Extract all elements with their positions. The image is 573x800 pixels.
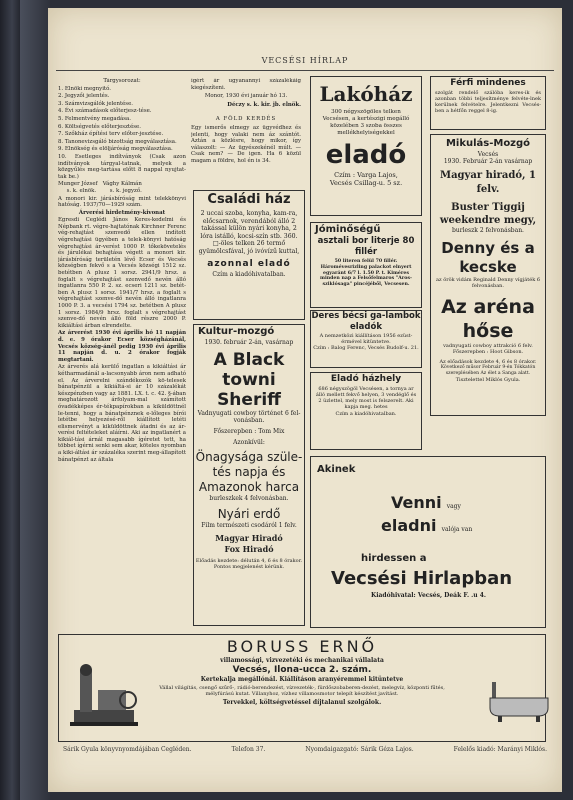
article-sign: Déczy s. k. kir. jb. elnök. [227, 101, 301, 108]
auction-text: Egresdi Ceglédi János Keres-kedelmi és Népbank rt. végre-hajtatónak Kirchner Ferenc vég-rehajtást szenvedő ellen indított végrehajtási ügyében a telek-könyvi hatóság végrehajtási ár-verést 1000 P. tőkekövetelés és járulékai behajtása végett a monori kir. járásbíróság területén lévő Ecser és Vecsés községben fekvő s a Vecsés községi 1512 sz. betétben A plusz 1 sorsz. 2941/9 hrsz. a foglalt s végrehajtást szenvedő nevén álló ingatlanra 550 P. 2. sz. ecseri 1211 sz. betét-ben A plusz 1 sorsz. 1941/7 hrsz. a foglalt s végrehajtást szenve-dő nevén álló ingatlanra 1000 P. 3. a vecsési 1794 sz. betétben A plusz 1 sorsz. 1984/9 hrsz. foglalt s végrehajtást szenve-dő nevén álló föld részre 2000 P. kikiáltási árban elrendelte. [58, 217, 186, 329]
film-title: Az aréna hőse [441, 295, 535, 342]
ad-line: Akinek [317, 464, 356, 475]
ad-text: szolgát rendelő szálóba keres-ik és azonban többi teljesítménye felvéte-lnek kerülnek felvételre. Jelentkezni Vecsés-ben a hétfőn reggel 8-ig. [435, 90, 541, 114]
ad-big: azonnal eladó [207, 258, 291, 269]
ad-address: Czím a kiadóhivatalban. [212, 270, 286, 278]
agenda-item: 4. Évi számadások előterjesz-tése. [58, 108, 152, 115]
ad-title: Családi ház [207, 192, 291, 207]
agenda-item: 9. Elnökség és elöljáróság megválasztása. [58, 146, 173, 153]
ad-title: Jóminőségű [315, 224, 381, 235]
film-desc: az örök vidám Reginald Denny vígjáték 6 felvonásban. [435, 276, 541, 289]
ad-line: hirdessen a [361, 553, 427, 564]
footer-phone: Telefon 37. [231, 746, 266, 753]
film-desc: vadnyugati cowboy attrakció 6 felv. Főszerepben : Hoot Gibson. [443, 342, 533, 355]
ad-title: Lakóház [319, 82, 413, 106]
ad-hirdessen [310, 456, 546, 628]
film-desc: Film természeti csodáról 1 felv. [201, 522, 297, 530]
ad-lakohaz [310, 76, 422, 216]
agenda-title: Tárgysorozat: [103, 78, 141, 84]
ad-kultur-mozgo [193, 324, 305, 626]
ad-next: Következő műsor Február 9-én Tókkatón szereplésében Az élet a Sanga alatt. [440, 364, 536, 376]
ad-title: Deres bécsi ga-lambok eladók [311, 311, 421, 332]
ad-times: Előadás kezdete: délután 4, 6 és 8 órakor. [195, 558, 303, 565]
ad-address: Vecsés, Ilona-ucca 2. szám. [232, 665, 372, 676]
ad-line: vagy [446, 503, 461, 510]
ad-city: Vecsés [477, 151, 499, 158]
agenda-item: 3. Számvizsgálók jelentése. [58, 100, 133, 107]
footer-publisher: Felelős kiadó: Marányi Miklós. [453, 746, 547, 753]
film-title: A Black towni Sheriff [213, 350, 285, 411]
film-title: Denny és a kecske [441, 238, 535, 276]
ad-mikulas-mozgo [430, 134, 546, 416]
agenda-item: 8. Tanonevizsgáló bizottság megválasztása. [58, 138, 177, 145]
agenda-item: 10. Esetleges indítványok (Csak azon indítványok tárgyal-tatnak, melyek a közgyűlés meg-tartása előtt 8 nappal nyujtat-tak be.) [58, 153, 186, 180]
footer-director: Nyomdaigazgató: Sárik Géza Lajos. [305, 746, 414, 753]
page-footer [63, 746, 547, 753]
ad-line: eladni [381, 516, 437, 535]
ad-date: 1930. február 2-án, vasárnap [204, 339, 294, 346]
ad-row [311, 512, 545, 535]
film-title: Magyar hiradó, 1 felv. [440, 170, 536, 196]
ad-address: Czím : Balog Ferenc, Vecsés Budolf-u. 21. [313, 345, 419, 351]
film-title: Buster Tiggij weekendre megy, [439, 202, 537, 227]
film-then: Azonkívül: [233, 438, 265, 446]
film-desc: burleszkek 4 felvonásban. [209, 495, 289, 503]
ad-csaladi-haz [193, 190, 305, 320]
ad-line: Vecsési Hirlapban [331, 568, 513, 589]
ad-text: A nemzetközi kiállításon 1956 ezüst-érmével kitüntetve. [319, 333, 413, 345]
ad-address: Czím : Varga Lajos, Vecsés Csillag-u. 5 sz. [329, 171, 403, 187]
ad-line: Kiadóhivatal: Vecsés, Deák F. .u 4. [371, 592, 486, 599]
auction-date: Az árverést 1930 évi április hó 11 napján d. e. 9 órakor Ecser községházánál, Vecsés község-ánél pedig 1930 évi április 11 napján d. u. 2 órakor fogják megtartani. [58, 330, 186, 363]
ad-ferfi-mindenes [430, 76, 546, 130]
ad-sub: asztali bor literje 80 fillér [317, 236, 415, 257]
ad-sign: Tisztelettel Miklós Gyula. [455, 376, 521, 383]
engine-illustration [66, 660, 141, 735]
section-title: A FÖLD KERDÉS [215, 116, 277, 123]
ad-text: 686 négyszögöl Vecsésen, a tornya ar álló mellett fekvő helyen, 3 vendéglő és 2 üzlettel, mely most is felszerelt. Aki kapja meg. hetes [315, 386, 417, 410]
newsreel: Magyar Hiradó [215, 533, 283, 544]
ad-sub: villamossági, vizvezetéki és mechanikai vállalata [220, 657, 384, 664]
book-binding [20, 0, 50, 800]
ad-bottom: Tervekkel, költségvetéssel díjtalanul szolgálok. [222, 699, 382, 707]
article-date: Monor, 1930 évi január hó 13. [204, 93, 288, 100]
ad-line: Venni [391, 493, 442, 512]
film-desc: Vadnyugati cowboy történet 6 fel-vonásban. [197, 410, 301, 425]
film-title: Nyári erdő [217, 507, 281, 522]
ad-big: eladó [325, 140, 407, 170]
ad-title: BORUSS ERNŐ [226, 637, 378, 656]
ad-line: valója van [441, 526, 473, 533]
agenda-item: 6. Költségvetés előterjesztése. [58, 123, 141, 130]
auction-more: Az árverés alá kerülő ingatlan a kikiáltási ár kétharmadánál a-lacsonyabb áron nem adható el. Az árverelni szándékozók kö-telesek bánatpénzül a kikiáltá-si ár 10 százalékát készpénzben vagy az 1881. LX. t. c. 42. §-ában meghatározott árfolyam-mal számított óvadékképes ér-tékpapírokban a kiküldöttnél le-tenni, hogy a bánatpénznek e-lőleges bírói letétbe helyezésé-ről kiállított letéti elismervényt a kiküldöttnek átadni és az ár-verési feltételeket aláírni. Aki az ingatlanért a kikiál-tási árnál magasabb ígéretet tett, ha többet ígérni senki sem akar, köteles nyomban a kiki-áltási ár százaléka szerint meg-állapított bánatpénzt az általa [58, 364, 186, 463]
ad-jominosegu [310, 222, 422, 308]
bathtub-illustration [486, 676, 552, 724]
ad-row [311, 477, 545, 512]
signature: Munger József Vághy Kálmán s. k. elnök. s. k. jegyző. [58, 181, 142, 194]
film-desc: burleszk 2 felvonásban. [452, 227, 524, 235]
auction-title: Árverési hirdetmény-kivonat [78, 209, 166, 216]
ad-text: 300 négyszögöles telken Vecsésen, a kertészigi megálló közelében 3 szoba összes mellékhelyiségekkel [322, 109, 410, 136]
ad-text: 2 uccai szoba, konyha, kam-ra, előcsarnok, verendából álló 2 takással külön nyári konyha, 2 lóra istálló, kocsi-szín stb. 360. □-öles telken 26 termő gyümölcsfával, jó ivóvízű kuttal, [198, 210, 300, 255]
footer-printer: Sárik Gyula könyvnyomdájában Cegléden. [63, 746, 192, 753]
ad-note: Kertekalja megállónál. Kiállításon aranyéremmel kitüntetve [200, 676, 404, 684]
agenda-item: 5. Felmentvény megadása. [58, 115, 131, 122]
court-note: A monori kir. járásbíróság mint telekkönyvi hatóság. 1937/70—1929 szám. [58, 195, 186, 209]
page-header: VECSÉSI HÍRLAP [56, 56, 554, 71]
ad-title: Kultur-mozgó [198, 326, 275, 337]
ad-elado-hazhely [310, 372, 422, 450]
film-title: Önagysága szüle-tés napja és Amazonok harca [195, 450, 303, 495]
ad-address: Czím a kiadóhivatalban. [335, 411, 397, 417]
ad-title: Férfi mindenes [450, 78, 526, 88]
ad-title: Mikulás-Mozgó [445, 138, 531, 149]
film-star: Főszerepben : Tom Mix [213, 427, 285, 435]
ad-times: Az előadások kezdete 4, 6 és 8 órakor. [439, 358, 537, 365]
article-intro: ígért ár ugyanannyi százalékáig kiegészíteni. [191, 78, 301, 91]
book-spine [0, 0, 20, 800]
agenda-item: 2. Jegyzői jelentés. [58, 93, 110, 100]
agenda-item: 1. Elnöki megnyitó. [58, 85, 111, 92]
ad-text: 50 literen felül 70 fillér. Háromévesrizling palackot elnyert egyaránt 6/7 l. 1.50 P. t. Kiméres minden nap a Felsőfelmaros "Aros-sziklósaga" pincéjéből, Vecsesen. [320, 259, 412, 288]
section-text: Egy ismerős elmegy az ügyvédhez és jelenti, hogy valaki nem áz szántót. Aztán a közlésre, hogy mikor, így válaszolt: — Az ügyészekénél múlt. — Csak nem? — De igen. Ha 6 közül magam a földre, hol én is 34. [191, 124, 301, 164]
newsreel: Fox Hiradó [224, 544, 274, 555]
ad-title: Eladó házhely [330, 374, 402, 384]
ad-deres-galambok [310, 310, 422, 368]
ad-note: Pontos megjelenést kérünk. [213, 564, 285, 571]
newspaper-page [48, 8, 562, 792]
ad-date: 1930. Február 2-án vasárnap [443, 158, 533, 166]
agenda-item: 7. Szőkház építési terv előter-jesztése. [58, 131, 164, 138]
ad-text: Vállal világítás, csengő szűrő-, rádió-berendezést, vízvezeték-, fürdőszobaberen-dezést, melegvíz, központi fűtés, mélyfúrású kutat. Villanyhoz, vízhez villamosmotor telepít készítést javítást. [159, 685, 445, 698]
